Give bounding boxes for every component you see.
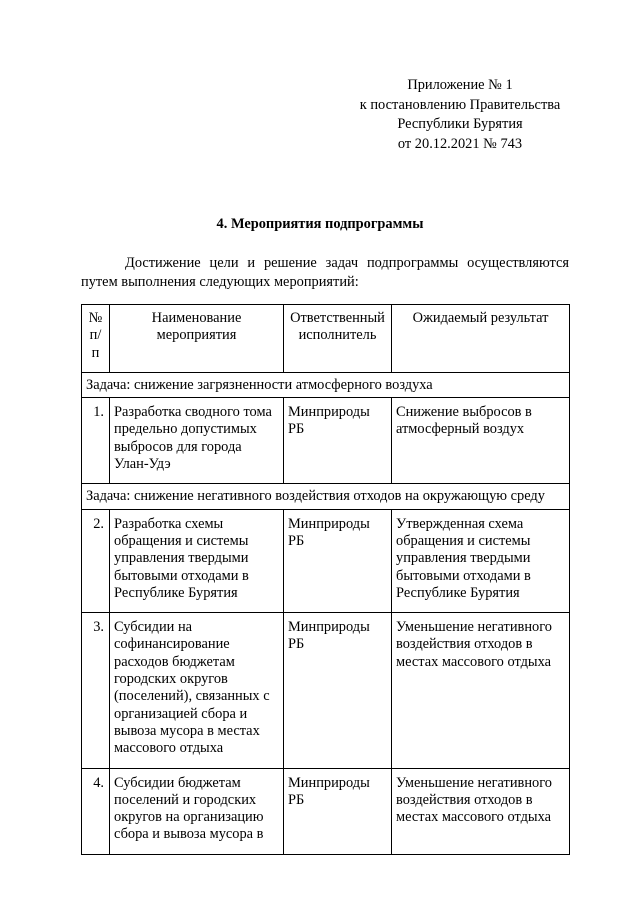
task-1-cell: Задача: снижение загрязненности атмосферного воздуха: [82, 372, 570, 397]
appendix-line-4: от 20.12.2021 № 743: [397, 135, 523, 152]
table-row: [82, 613, 570, 768]
row-executor: Минприроды РБ: [284, 509, 392, 612]
table-header-row: [82, 305, 570, 373]
intro-line-2: путем выполнения следующих мероприятий:: [81, 273, 359, 290]
row-num: 4.: [82, 768, 110, 854]
appendix-line-1: Приложение № 1: [407, 77, 513, 93]
section-title: 4. Мероприятия подпрограммы: [216, 216, 424, 232]
row-executor: Минприроды РБ: [284, 398, 392, 484]
row-num: 2.: [82, 509, 110, 612]
intro-line-1: Достижение цели и решение задач подпрограммы осуществляются: [125, 255, 569, 271]
row-result: Уменьшение негативного воздействия отходов в местах массового отдыха: [392, 768, 570, 854]
appendix-line-3: Республики Бурятия: [397, 116, 523, 132]
row-name: Разработка схемы обращения и системы управления твердыми бытовыми отходами в Республике Бурятия: [110, 509, 284, 612]
row-result: Уменьшение негативного воздействия отходов в местах массового отдыха: [392, 613, 570, 768]
task-row: [82, 372, 570, 397]
appendix-line-2: к постановлению Правительства: [359, 96, 561, 113]
row-executor: Минприроды РБ: [284, 613, 392, 768]
table-row: [82, 509, 570, 612]
measures-table: [81, 304, 570, 855]
task-row: [82, 484, 570, 509]
row-name: Субсидии на софинансирование расходов бюджетам городских округов (поселений), связанных с организацией сбора и вывоза мусора в местах массового отдыха: [110, 613, 284, 768]
row-name: Субсидии бюджетам поселений и городских округов на организацию сбора и вывоза мусора в: [110, 768, 284, 854]
table-row: [82, 398, 570, 484]
row-result: Утвержденная схема обращения и системы управления твердыми бытовыми отходами в Республике Бурятия: [392, 509, 570, 612]
row-num: 1.: [82, 398, 110, 484]
row-executor: Минприроды РБ: [284, 768, 392, 854]
table-row: [82, 768, 570, 854]
intro-paragraph: [81, 254, 569, 291]
header-num: № п/п: [82, 305, 110, 373]
row-name: Разработка сводного тома предельно допустимых выбросов для города Улан-Удэ: [110, 398, 284, 484]
header-result: Ожидаемый результат: [392, 305, 570, 373]
header-name: Наименование мероприятия: [110, 305, 284, 373]
header-executor: Ответственный исполнитель: [284, 305, 392, 373]
row-num: 3.: [82, 613, 110, 768]
row-result: Снижение выбросов в атмосферный воздух: [392, 398, 570, 484]
appendix-header: [330, 76, 590, 154]
task-2-cell: Задача: снижение негативного воздействия отходов на окружающую среду: [82, 484, 570, 509]
